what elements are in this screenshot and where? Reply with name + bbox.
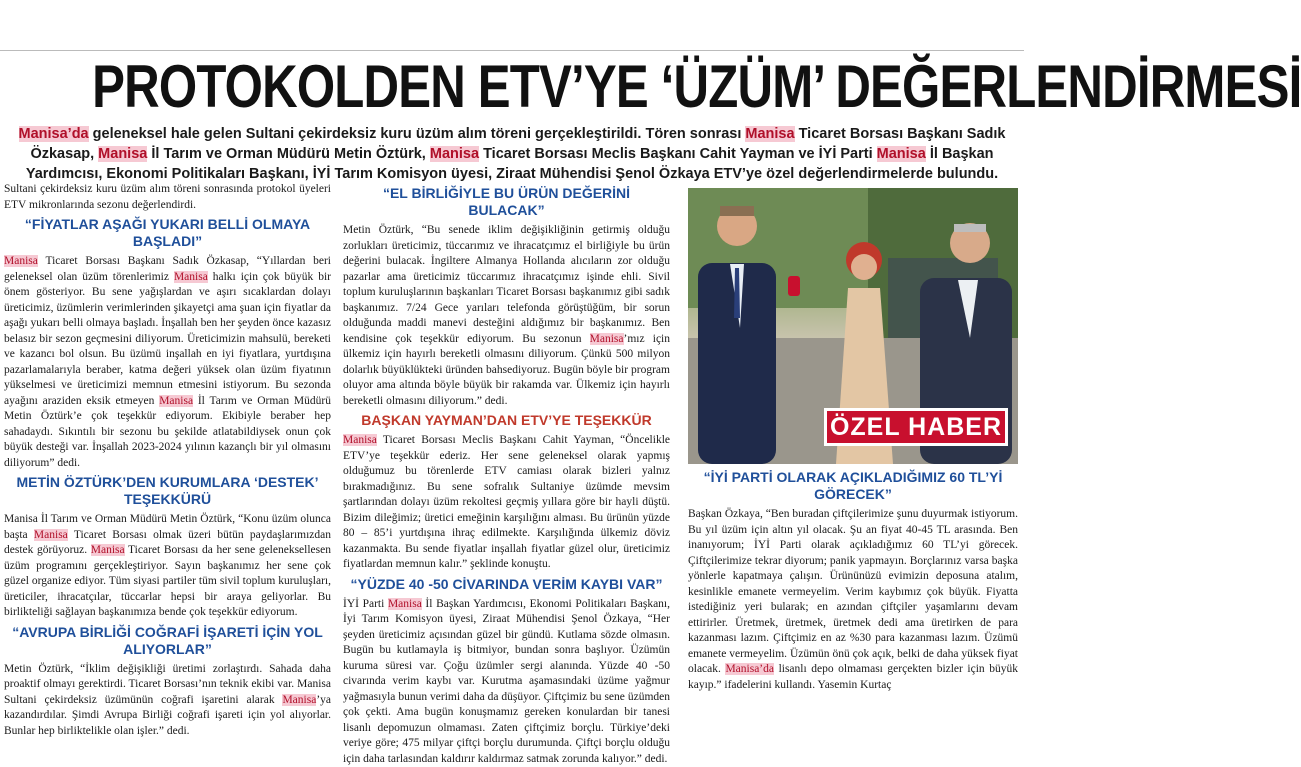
text-segment: Ticaret Borsası da her sene geleneksellesen üzüm programını gerçekleştiriyor. Sayın başkanımız her sene çok güzel organize ediyor. Tüm siyasi partiler tüm sivil toplum kuruluşları, üreticiler, ihracatçılar, tüccarlar hepsi bir araya geliyorlar. Bu birlikteliği sağlayan başkanımıza bende çok teşekkür ediyorum. [4, 544, 331, 618]
article-column-2 [343, 182, 670, 695]
section-subheading: METİN ÖZTÜRK’DEN KURUMLARA ‘DESTEK’ TEŞEKKÜRÜ [4, 474, 331, 508]
highlighted-name: Manisa’da [725, 663, 774, 675]
highlighted-name: Manisa [282, 694, 316, 706]
text-segment: İl Tarım ve Orman Müdürü Metin Öztürk’e çok teşekkür ediyorum. Ekibiyle beraber hep sahadaydı. Sıkıntılı bir sezonu bu şekilde atlatabildiysek onun çok büyük desteği var. İnşallah 2023-2024 yılının kazançlı bir yıl olmasını diliyorum” dedi. [4, 395, 331, 469]
highlighted-name: Manisa [590, 333, 624, 345]
highlighted-name: Manisa [388, 598, 422, 610]
text-segment: halkı için çok büyük bir önem gösteriyor. Bu sene yağışlardan ve aşırı sıcaklardan dolayı üreticimiz, üzümlerin verimlerinden şikayetçi ama şuan için fiyatlar da aşağı yukarı belli olmaya başladı. İnşallah ben her şeyden önce kazasız belasız bir sezon geçmesini diliyorum. Üreticimizin mahsulü, bereketi ve kazancı bol olsun. Bu üzümü inşallah en iyi fiyatlara, yurtdışına pazarlamalarıyla beraber, katma değeri yüksek olan üzüm fiyatının yükselmesi ve üreticimizi memnun etmesini istiyorum. Bu sezonda ayağını araziden eksik etmeyen [4, 271, 331, 407]
text-segment: Metin Öztürk, “Bu senede iklim değişikliğinin getirmiş olduğu zorlukları üreticimiz, tüccarımız ve ihracatçımız el birliğiyle bu ürün değerini bulacak. İngiltere Almanya Hollanda alıcıların zor olduğu pazarlar ama üreticimiz tüccarımız ihracatçımız işinde ehli. Sivil toplum kuruluşlarının başkanları Ticaret Borsası başkanımız gibi sadık başkanımız. 7/24 Gece yarıları telefonda görüştüğüm, bir sorun olduğunda maddi manevi desteğini aldığımız bir başkanımız. Ben kendisine çok teşekkür ediyorum. Bu sezonun [343, 224, 670, 345]
article-column-3 [688, 466, 1018, 695]
section-subheading: “AVRUPA BİRLİĞİ COĞRAFİ İŞARETİ İÇİN YOL ALIYORLAR” [4, 624, 331, 658]
section-subheading: “YÜZDE 40 -50 CİVARINDA VERİM KAYBI VAR” [343, 576, 670, 593]
article-paragraph [4, 182, 331, 213]
text-segment: lisanlı depo olmaması gerçekten bizler için büyük kayıp.” ifadelerini kullandı. Yasemin Kurtaç [688, 663, 1018, 691]
highlighted-name: Manisa [159, 395, 193, 407]
section-subheading: “İYİ PARTİ OLARAK AÇIKLADIĞIMIZ 60 TL’Yİ GÖRECEK” [688, 469, 1018, 503]
text-segment: İl Tarım ve Orman Müdürü Metin Öztürk, [147, 146, 430, 162]
article-paragraph [4, 254, 331, 471]
page-headline: PROTOKOLDEN ETV’YE ‘ÜZÜM’ DEĞERLENDİRMESİ [92, 52, 932, 122]
top-rule [0, 50, 1024, 51]
text-segment: Ticaret Borsası Meclis Başkanı Cahit Yayman, “Öncelikle ETV’ye teşekkür ederiz. Her sene geleneksel olarak yapmış olduğumuz bu törenlerde ETV camiası olarak bizleri yalnız bırakmadığınız. Bu sene sofralık Sultaniye üzümde mevsim şartlarından dolayı üzüm rekoltesi geçmiş yıllara göre bir hayli düştü. Bizim dileğimiz; üretici emeğinin karşılığını alması. Bu ürünün yüzde 80 – 85’i yurtdışına ihraç edilmekte. Karşılığında ülkemiz döviz kazanmakta. Bu sende fiyatlar inşallah fiyatlar güzel olur, üreticimiz fiyatlardan memnun kalır.” şeklinde konuştu. [343, 434, 670, 570]
text-segment: Ticaret Borsası Başkanı Sadık Özkasap, “Yıllardan beri geleneksel olan üzüm törenlerimiz [4, 255, 331, 283]
article-paragraph [343, 433, 670, 573]
highlighted-name: Manisa [91, 544, 125, 556]
exclusive-news-badge: ÖZEL HABER [824, 408, 1008, 446]
text-segment: geleneksel hale gelen Sultani çekirdeksiz kuru üzüm alım töreni gerçekleştirildi. Tören sonrası [89, 126, 746, 142]
section-subheading: BAŞKAN YAYMAN’DAN ETV’YE TEŞEKKÜR [343, 412, 670, 429]
text-segment: Başkan Özkaya, “Ben buradan çiftçilerimize şunu duyurmak istiyorum. Bu yıl üzüm için altın yıl olacak. Şu an fiyat 40-45 TL arasında. Ben inanıyorum; İYİ Parti olarak açıkladığımız 60 TL’yi görecek. Çiftçilerimize tekrar diyorum; panik yapmayın. Borçlarınız varsa başka yönlerle kapatmaya çalışın. Ürününüzü evimizin deposuna atalım, kesinlikle emanete vermeyelim. Verim kaybımız çok büyük. Fiyatta istediğiniz yeri bularak; en azından çiftçiler yaşamlarını devam ettirirler. Üretmek, üretmek, üretmek dedi ama üretirken de para kazanması lazım. Çiftçimiz en az %30 para kazanması lazım. Üzümü emanete vermeyelim. Üzümün önü çok açık, belki de daha yüksek fiyat olacak. [688, 508, 1018, 675]
highlighted-name: Manisa [430, 146, 479, 162]
text-segment: Metin Öztürk, “İklim değişikliği üretimi zorlaştırdı. Sahada daha proaktif olmayı gerektirdi. Ticaret Borsası’nın teknik ekibi var. Manisa Sultani çekirdeksiz üzümünün coğrafi işaretini alarak [4, 663, 331, 706]
text-segment: Manisa İl Tarım ve Orman Müdürü Metin Öztürk, “Konu üzüm olunca başta [4, 513, 331, 541]
text-segment: Ticaret Borsası olmak üzeri bütün paydaşlarımızdan destek görüyoruz. [4, 529, 331, 557]
text-segment: ’ya kazandırdılar. Şimdi Avrupa Birliği coğrafi işareti için yol alıyorlar. Bunlar hep birliktelikle olan işler.” dedi. [4, 694, 331, 737]
highlighted-name: Manisa [174, 271, 208, 283]
highlighted-name: Manisa’da [19, 126, 89, 142]
section-subheading: “EL BİRLİĞİYLE BU ÜRÜN DEĞERİNİ BULACAK” [343, 185, 670, 219]
article-paragraph [4, 512, 331, 621]
highlighted-name: Manisa [343, 434, 377, 446]
highlighted-name: Manisa [745, 126, 794, 142]
highlighted-name: Manisa [98, 146, 147, 162]
article-column-1 [4, 182, 331, 695]
text-segment: İYİ Parti [343, 598, 388, 610]
text-segment: İl Başkan Yardımcısı, Ekonomi Politikaları Başkanı, İYİ Tarım Komisyon üyesi, Ziraat Mühendisi Şenol Özkaya ETV’ye özel değerlendirmelerde bulundu. [26, 146, 998, 182]
text-segment: Sultani çekirdeksiz kuru üzüm alım töreni sonrasında protokol üyeleri ETV mikronlarında sezonu değerlendirdi. [4, 183, 331, 211]
text-segment: Ticaret Borsası Meclis Başkanı Cahit Yayman ve İYİ Parti [479, 146, 877, 162]
article-paragraph [343, 223, 670, 409]
article-paragraph [688, 507, 1018, 693]
text-segment: ’mız için ülkemiz için hayırlı bereketli olmasını diliyorum. Çünkü 500 milyon dolarlık büyüklükteki üründen bahsediyoruz. Bugün böyle bir program oluyor ama altında böyle büyük bir rakamda var. Ülkemiz için hayırlı bereketli olmasını diliyorum.” dedi. [343, 333, 670, 407]
article-paragraph [343, 597, 670, 767]
article-paragraph [4, 662, 331, 740]
highlighted-name: Manisa [4, 255, 38, 267]
text-segment: Ticaret Borsası Başkanı Sadık Özkasap, [30, 126, 1005, 162]
highlighted-name: Manisa [34, 529, 68, 541]
lead-paragraph [4, 124, 1020, 184]
section-subheading: “FİYATLAR AŞAĞI YUKARI BELLİ OLMAYA BAŞLADI” [4, 216, 331, 250]
highlighted-name: Manisa [877, 146, 926, 162]
text-segment: İl Başkan Yardımcısı, Ekonomi Politikaları Başkanı, İyi Tarım Komisyon üyesi, Ziraat Mühendisi Şenol Özkaya, “Her şeyden üreticimiz açısından güzel bir gündü. Kutlama sözde olmasın. Bugün bu kutlamayla iş bitmiyor, bundan sonra başlıyor. Üzümün kuruma süresi var. Çoğu üzümler sergi alanında. Yüzde 40 -50 civarında verim kaybı var. Kurutma aşamasındaki üzüme yağmur yağmasıyla bunun verimi daha da düşüyor. Çiftçimiz bu sene üzümden çok çekti. Ama bugün konuşmamız gereken konulardan bir tanesi lisanlı depomuzun olmaması. Zaten çiftçimiz borçlu. Türkiye’deki veriye göre; 475 milyar çiftçi borçlu durumunda. Çiftçi borçlu olduğu için daha tarlasından kaldırır kaldırmaz satmak zorunda kalıyor.” dedi. [343, 598, 670, 765]
